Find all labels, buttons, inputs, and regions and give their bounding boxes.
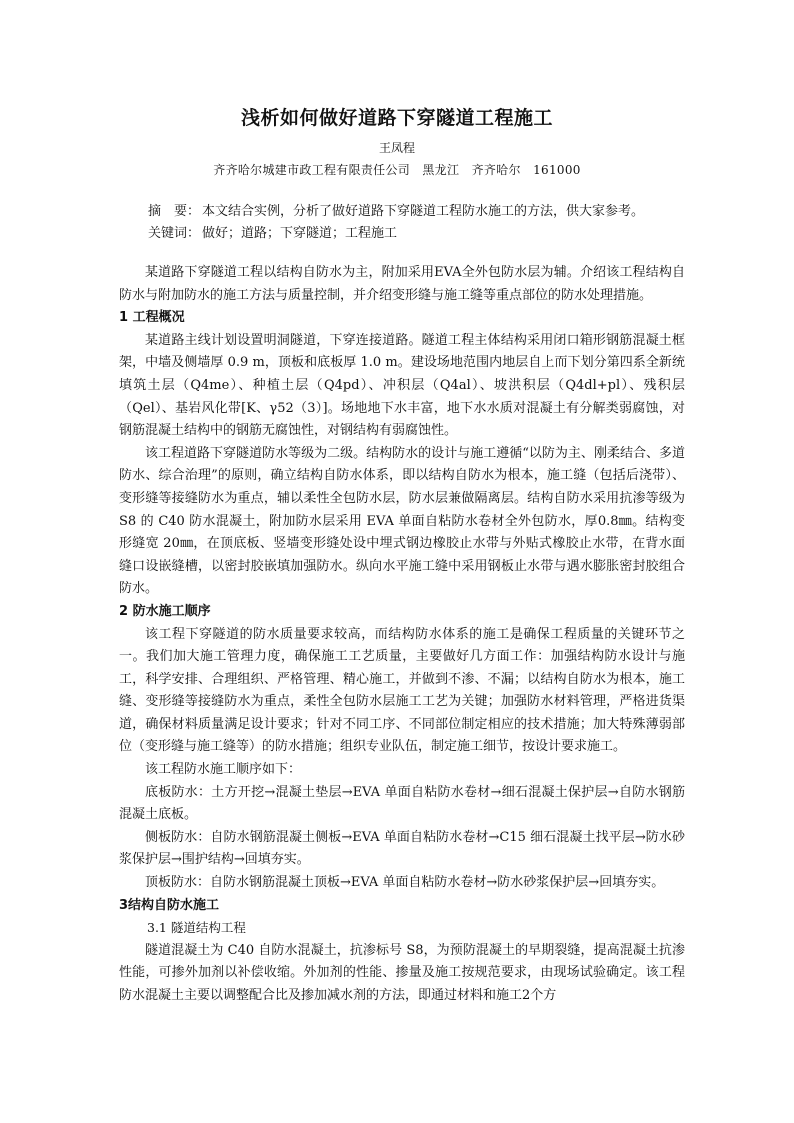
paragraph: 某道路主线计划设置明洞隧道，下穿连接道路。隧道工程主体结构采用闭口箱形钢筋混凝土框架，中墙及侧墙厚 0.9 m，顶板和底板厚 1.0 m。建设场地范围内地层自上而下划分第四系全新统填筑土层（Q4me）、种植土层（Q4pd）、冲积层（Q4al）、坡洪积层（Q4dl+pl）、残积层（Qel）、基岩风化带[K、γ52（3）]。场地地下水丰富，地下水水质对混凝土有分解类弱腐蚀，对钢筋混凝土结构中的钢筋无腐蚀性，对钢结构有弱腐蚀性。 [119,332,685,439]
author-name: 王凤程 [378,141,415,155]
section-heading-2: 2 防水施工顺序 [119,603,211,619]
paragraph: 底板防水：土方开挖→混凝土垫层→EVA 单面自粘防水卷材→细石混凝土保护层→自防水钢筋混凝土底板。 [119,784,685,823]
paragraph: 隧道混凝土为 C40 自防水混凝土，抗渗标号 S8，为预防混凝土的早期裂缝，提高混凝土抗渗性能，可掺外加剂以补偿收缩。外加剂的性能、掺量及施工按规范要求，由现场试验确定。该工程防水混凝土主要以调整配合比及掺加减水剂的方法，即通过材料和施工2个方 [119,942,685,1003]
abstract-text: 本文结合实例，分析了做好道路下穿隧道工程防水施工的方法，供大家参考。 [202,204,645,219]
keywords-text: 做好；道路；下穿隧道；工程施工 [202,226,398,241]
keywords-label: 关键词： [148,226,201,241]
subsection-heading-3-1: 3.1 隧道结构工程 [147,920,246,936]
paper-body [119,262,685,1008]
paragraph: 侧板防水：自防水钢筋混凝土侧板→EVA 单面自粘防水卷材→C15 细石混凝土找平层→防水砂浆保护层→围护结构→回填夯实。 [119,829,685,868]
paragraph: 顶板防水：自防水钢筋混凝土顶板→EVA 单面自粘防水卷材→防水砂浆保护层→回填夯实。 [145,875,665,891]
abstract [148,201,688,223]
intro-paragraph: 某道路下穿隧道工程以结构自防水为主，附加采用EVA全外包防水层为辅。介绍该工程结构自防水与附加防水的施工方法与质量控制，并介绍变形缝与施工缝等重点部位的防水处理措施。 [119,265,685,303]
paragraph: 该工程道路下穿隧道防水等级为二级。结构防水的设计与施工遵循“以防为主、刚柔结合、多道防水、综合治理”的原则，确立结构自防水体系，即以结构自防水为根本，施工缝（包括后浇带）、变形缝等接缝防水为重点，辅以柔性全包防水层，防水层兼做隔离层。结构自防水采用抗渗等级为 S8 的 C40 防水混凝土，附加防水层采用 EVA 单面自粘防水卷材全外包防水，厚0.8㎜。结构变形缝宽 20㎜，在顶底板、竖墙变形缝处设中埋式钢边橡胶止水带与外贴式橡胶止水带，在背水面缝口设嵌缝槽，以密封胶嵌填加强防水。纵向水平施工缝中采用钢板止水带与遇水膨胀密封胶组合防水。 [119,445,685,597]
keywords [148,223,688,245]
paper-title: 浅析如何做好道路下穿隧道工程施工 [240,107,553,129]
affiliation: 齐齐哈尔城建市政工程有限责任公司 黑龙江 齐齐哈尔 161000 [213,163,581,177]
paragraph: 该工程下穿隧道的防水质量要求较高，而结构防水体系的施工是确保工程质量的关键环节之一。我们加大施工管理力度，确保施工工艺质量，主要做好几方面工作：加强结构防水设计与施工，科学安排、合理组织、严格管理、精心施工，并做到不渗、不漏；以结构自防水为根本，施工缝、变形缝等接缝防水为重点，柔性全包防水层施工工艺为关键；加强防水材料管理，严格进货渠道，确保材料质量满足设计要求；针对不同工序、不同部位制定相应的技术措施；加大特殊薄弱部位（变形缝与施工缝等）的防水措施；组织专业队伍，制定施工细节，按设计要求施工。 [119,626,685,755]
paragraph: 该工程防水施工顺序如下： [145,762,302,778]
section-heading-3: 3结构自防水施工 [119,897,220,913]
abstract-label: 摘 要： [148,204,201,219]
section-heading-1: 1 工程概况 [119,310,185,326]
